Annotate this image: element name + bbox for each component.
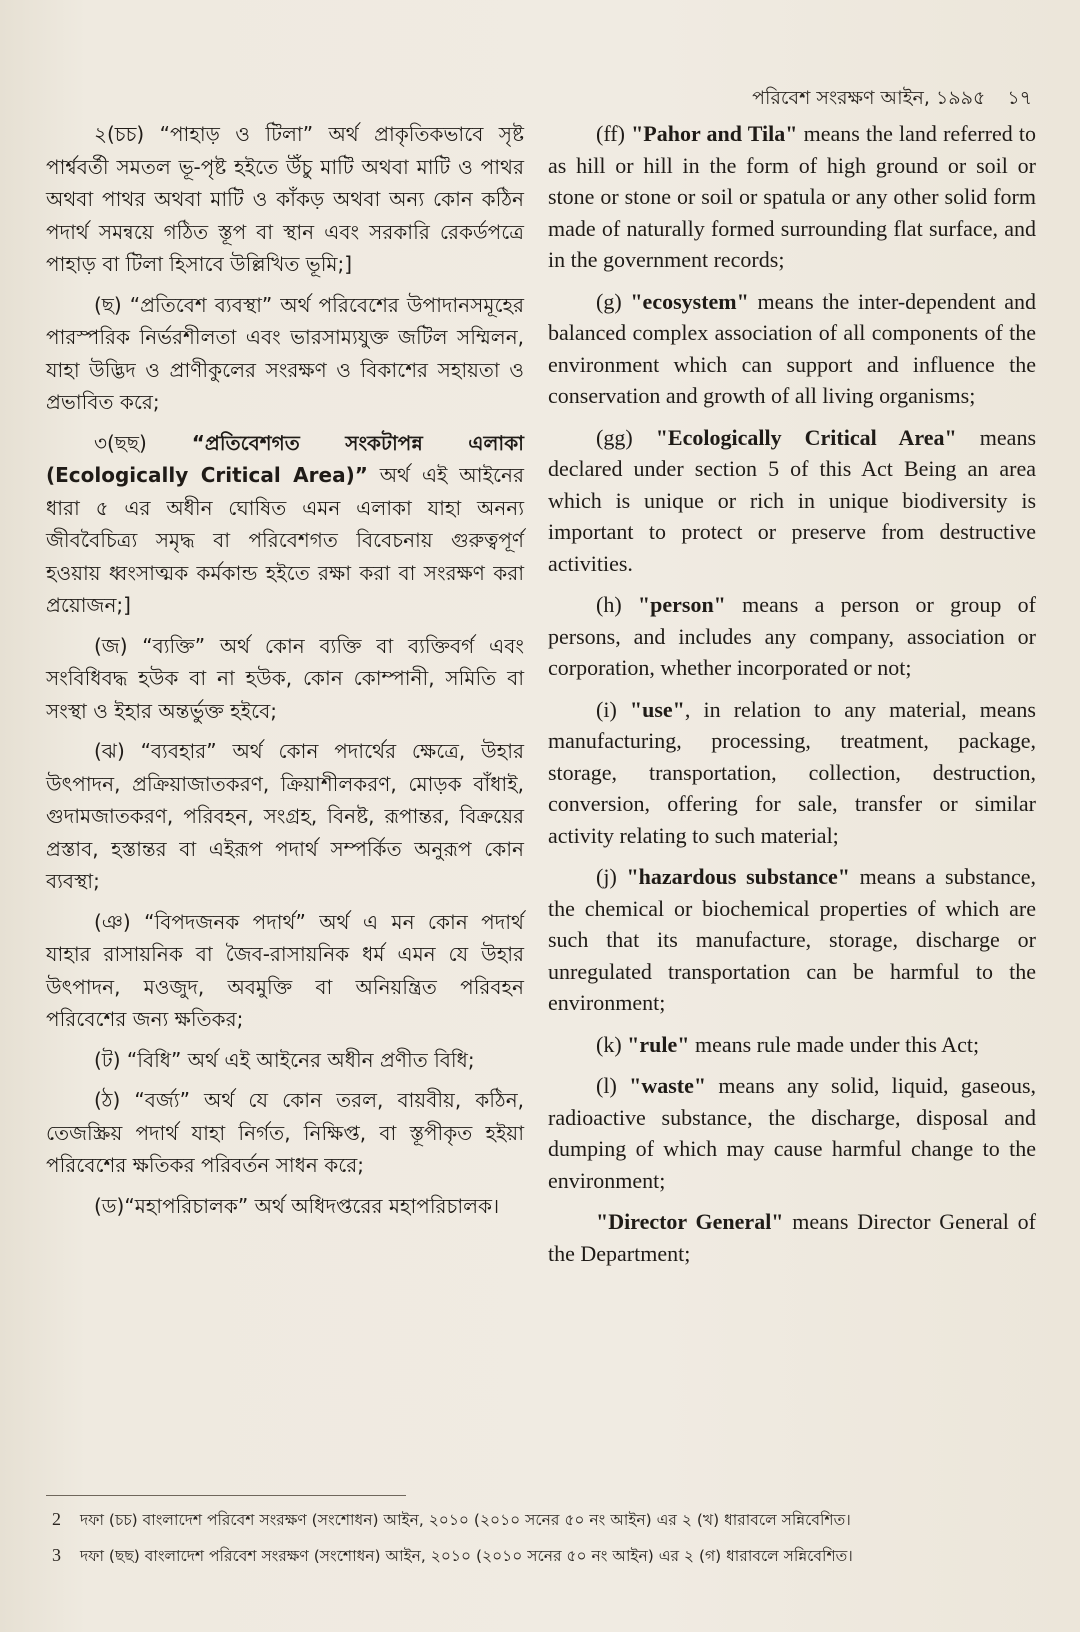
- footnote-text: দফা (চচ) বাংলাদেশ পরিবেশ সংরক্ষণ (সংশোধন) আইন, ২০১০ (২০১০ সনের ৫০ নং আইন) এর ২ (খ) ধারাবলে সন্নিবেশিত।: [80, 1511, 851, 1529]
- page-number: ১৭: [1007, 87, 1032, 109]
- english-column: [548, 118, 1036, 1279]
- clause-bn: (ঞ) “বিপদজনক পদার্থ” অর্থ এ মন কোন পদার্থ যাহার রাসায়নিক বা জৈব-রাসায়নিক ধর্ম এমন যে উহার উৎপাদন, মওজুদ, অবমুক্তি বা অনিয়ন্ত্রিত পরিবহন পরিবেশের জন্য ক্ষতিকর;: [46, 909, 524, 1031]
- footnote: [52, 1544, 1032, 1570]
- clause-bn: ২(চচ) “পাহাড় ও টিলা” অর্থ প্রাকৃতিকভাবে সৃষ্ট পার্শ্ববর্তী সমতল ভূ-পৃষ্ট হইতে উঁচু মাটি অথবা মাটি ও পাথর অথবা পাথর অথবা মাটি ও কাঁকড় অথবা অন্য কোন কঠিন পদার্থ সমন্বয়ে গঠিত স্তূপ বা স্থান এবং সরকারি রেকর্ডপত্রে পাহাড় বা টিলা হিসাবে উল্লিখিত ভূমি;]: [46, 122, 524, 276]
- running-header: [752, 84, 1032, 116]
- clause-bn: (জ) “ব্যক্তি” অর্থ কোন ব্যক্তি বা ব্যক্তিবর্গ এবং সংবিধিবদ্ধ হউক বা না হউক, কোন কোম্পানী, সমিতি বা সংস্থা ও ইহার অন্তর্ভুক্ত হইবে;: [46, 633, 525, 723]
- clause-bn: (ড)“মহাপরিচালক” অর্থ অধিদপ্তরের মহাপরিচালক।: [94, 1193, 500, 1218]
- footnotes: [52, 1508, 1032, 1580]
- clause-bn: ৩(ছছ) “প্রতিবেশগত সংকটাপন্ন এলাকা (Ecologically Critical Area)” অর্থ এই আইনের ধারা ৫ এর অধীন ঘোষিত এমন এলাকা যাহা অনন্য জীববৈচিত্র্য সমৃদ্ধ বা পরিবেশগত বিবেচনায় গুরুত্বপূর্ণ হওয়ায় ধ্বংসাত্মক কর্মকান্ড হইতে রক্ষা করা বা সংরক্ষণ করা প্রয়োজন;]: [46, 430, 524, 617]
- clause-en: (gg) "Ecologically Critical Area" means declared under section 5 of this Act Being an area which is unique or rich in unique biodiversity is important to protect or preserve from destructive activities.: [548, 424, 1037, 576]
- running-title: পরিবেশ সংরক্ষণ আইন, ১৯৯৫: [752, 87, 986, 109]
- clause-en: (ff) "Pahor and Tila" means the land referred to as hill or hill in the form of high ground or soil or stone or stone or soil or spatula or any other solid form made of naturally formed surrounding flat surface, and in the government records;: [548, 121, 1036, 272]
- clause-en: (h) "person" means a person or group of persons, and includes any company, association or corporation, whether incorporated or not;: [548, 592, 1036, 680]
- clause-en: (l) "waste" means any solid, liquid, gaseous, radioactive substance, the discharge, disposal and dumping of which may cause harmful change to the environment;: [548, 1073, 1037, 1193]
- bengali-column: [46, 118, 524, 1230]
- footnote: [52, 1508, 1032, 1534]
- clause-en: (g) "ecosystem" means the inter-dependent and balanced complex association of all components of the environment which can support and influence the conservation and growth of all living organisms;: [548, 288, 1037, 408]
- footnote-number: 3: [52, 1545, 61, 1565]
- footnote-number: 2: [52, 1509, 61, 1529]
- footnote-divider: [46, 1495, 406, 1496]
- clause-bn: (ট) “বিধি” অর্থ এই আইনের অধীন প্রণীত বিধি;: [94, 1047, 475, 1072]
- clause-bn: (ঠ) “বর্জ্য” অর্থ যে কোন তরল, বায়বীয়, কঠিন, তেজস্ক্রিয় পদার্থ যাহা নির্গত, নিক্ষিপ্ত, বা স্তূপীকৃত হইয়া পরিবেশের ক্ষতিকর পরিবর্তন সাধন করে;: [46, 1088, 524, 1177]
- clause-en: (i) "use", in relation to any material, means manufacturing, processing, treatment, package, storage, transportation, collection, destruction, conversion, offering for sale, transfer or similar activity relating to such material;: [548, 696, 1036, 848]
- clause-en: (j) "hazardous substance" means a substance, the chemical or biochemical properties of which are such that its manufacture, storage, discharge or unregulated transportation can be harmful to the environment;: [548, 864, 1037, 1015]
- footnote-text: দফা (ছছ) বাংলাদেশ পরিবেশ সংরক্ষণ (সংশোধন) আইন, ২০১০ (২০১০ সনের ৫০ নং আইন) এর ২ (গ) ধারাবলে সন্নিবেশিত।: [80, 1547, 853, 1565]
- clause-en: (k) "rule" means rule made under this Act;: [596, 1031, 980, 1057]
- clause-bn: (ছ) “প্রতিবেশ ব্যবস্থা” অর্থ পরিবেশের উপাদানসমূহের পারস্পরিক নির্ভরশীলতা এবং ভারসাম্যযুক্ত জটিল সম্মিলন, যাহা উদ্ভিদ ও প্রাণীকুলের সংরক্ষণ ও বিকাশের সহায়তা ও প্রভাবিত করে;: [46, 292, 524, 414]
- clause-en: "Director General" means Director General of the Department;: [548, 1209, 1036, 1266]
- clause-bn: (ঝ) “ব্যবহার” অর্থ কোন পদার্থের ক্ষেত্রে, উহার উৎপাদন, প্রক্রিয়াজাতকরণ, ক্রিয়াশীলকরণ, মোড়ক বাঁধাই, গুদামজাতকরণ, পরিবহন, সংগ্রহ, বিনষ্ট, রূপান্তর, বিক্রয়ের প্রস্তাব, হস্তান্তর বা এইরূপ পদার্থ সম্পর্কিত অনুরূপ কোন ব্যবস্থা;: [46, 739, 524, 893]
